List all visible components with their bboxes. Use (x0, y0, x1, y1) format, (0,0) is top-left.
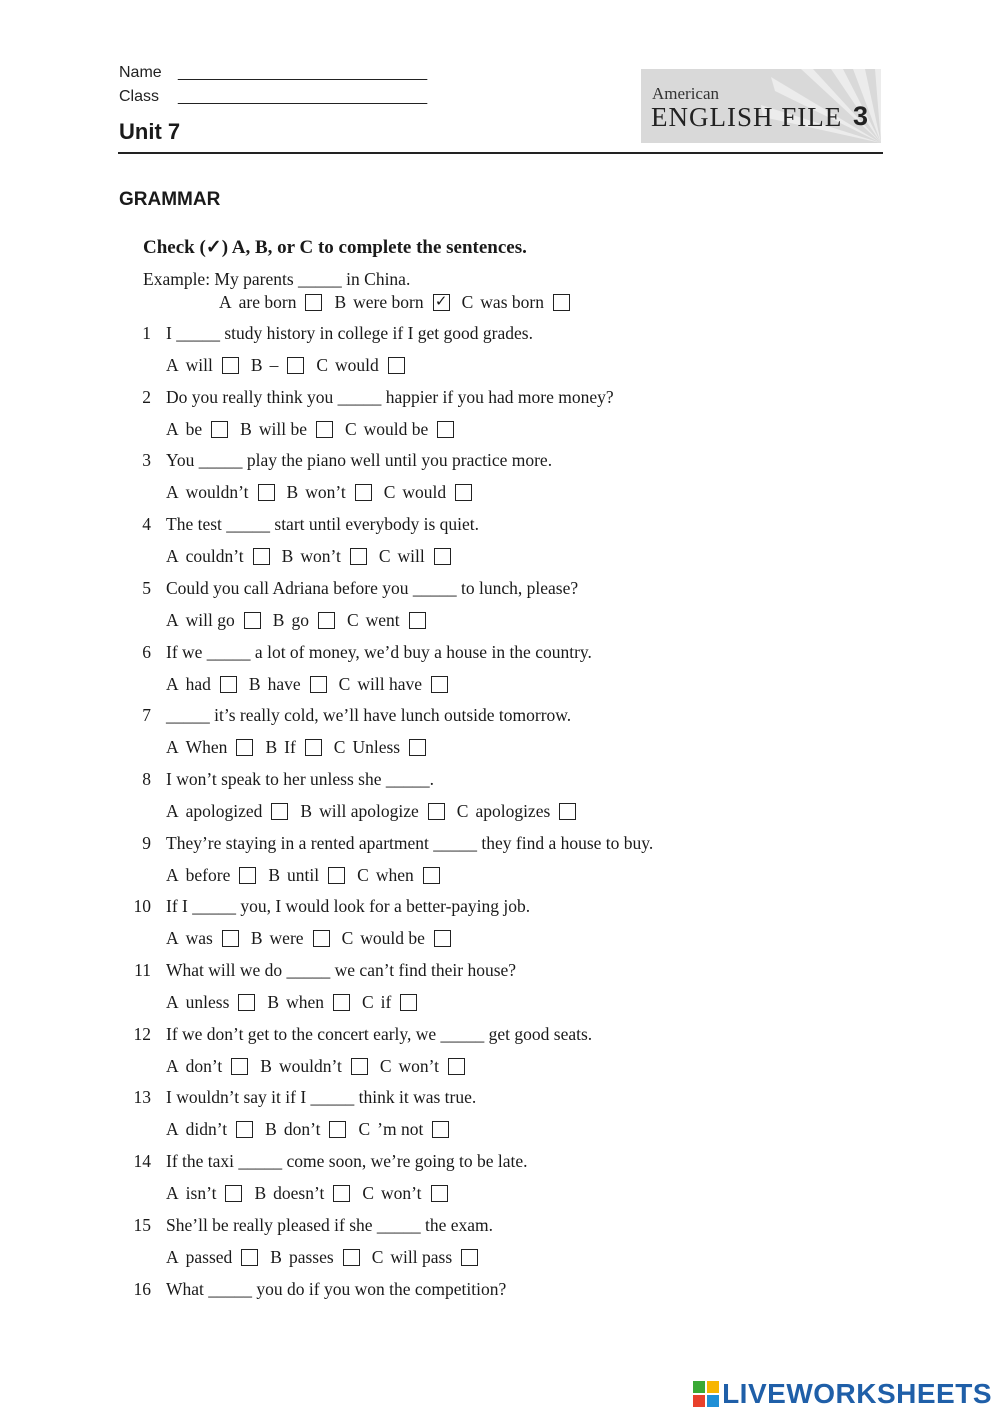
answer-checkbox[interactable] (318, 612, 335, 629)
question-options (166, 800, 588, 822)
answer-checkbox[interactable] (432, 1121, 449, 1138)
answer-checkbox[interactable] (316, 421, 333, 438)
option-text: isn’t (185, 1183, 217, 1203)
option-text: Unless (352, 737, 401, 757)
option-text: would be (363, 419, 429, 439)
answer-option-a[interactable] (166, 1118, 253, 1140)
answer-option-c[interactable] (339, 673, 448, 695)
question-options (166, 736, 438, 758)
answer-checkbox[interactable] (431, 676, 448, 693)
option-letter: A (166, 801, 179, 821)
answer-option-c[interactable] (457, 800, 577, 822)
question-options (166, 545, 463, 567)
option-text: had (185, 674, 211, 694)
answer-checkbox[interactable] (236, 739, 253, 756)
option-text: if (380, 992, 392, 1012)
option-text: will have (357, 674, 422, 694)
class-line[interactable]: ____________________________ (178, 88, 428, 105)
answer-checkbox[interactable] (253, 548, 270, 565)
option-text: was (185, 928, 213, 948)
question-options (166, 673, 460, 695)
answer-option-c[interactable] (380, 1055, 465, 1077)
question-options (166, 991, 429, 1013)
question-text: She’ll be really pleased if she _____ the exam. (166, 1215, 494, 1235)
question-options (166, 418, 466, 440)
option-letter: A (166, 1056, 179, 1076)
answer-option-a[interactable] (166, 1246, 258, 1268)
option-letter: C (461, 292, 474, 312)
answer-option-c[interactable] (372, 1246, 478, 1268)
option-text: wouldn’t (278, 1056, 342, 1076)
question-number: 11 (134, 960, 151, 980)
question-text: I wouldn’t say it if I _____ think it was true. (166, 1087, 477, 1107)
instruction: Check (✓) A, B, or C to complete the sentences. (143, 237, 527, 258)
logo-english-file-text: ENGLISH FILE (651, 102, 843, 132)
option-letter: A (166, 737, 179, 757)
class-label: Class (119, 88, 160, 105)
question-number: 2 (142, 387, 151, 407)
question-number: 14 (133, 1151, 151, 1171)
question-options (166, 1055, 477, 1077)
option-text: apologizes (475, 801, 551, 821)
answer-option-c[interactable] (357, 864, 440, 886)
option-letter: C (358, 1119, 371, 1139)
question-text: What will we do _____ we can’t find their house? (166, 960, 517, 980)
answer-checkbox[interactable] (225, 1185, 242, 1202)
liveworksheets-footer (693, 1378, 992, 1410)
question-text: If we don’t get to the concert early, we _____ get good seats. (166, 1024, 593, 1044)
answer-option-b[interactable] (282, 545, 367, 567)
question-number: 9 (142, 833, 151, 853)
answer-checkbox[interactable] (343, 1249, 360, 1266)
question-number: 7 (142, 705, 151, 725)
answer-checkbox[interactable] (244, 612, 261, 629)
answer-checkbox[interactable] (305, 294, 322, 311)
option-text: couldn’t (185, 546, 244, 566)
answer-checkbox[interactable] (433, 294, 450, 311)
option-letter: C (316, 355, 328, 375)
logo-american-text: American (652, 84, 720, 103)
option-text: when (375, 865, 414, 885)
question-text: I _____ study history in college if I get good grades. (166, 323, 533, 343)
option-text: won’t (398, 1056, 440, 1076)
option-letter: C (456, 801, 469, 821)
answer-checkbox[interactable] (220, 676, 237, 693)
question-options (166, 1182, 460, 1204)
option-text: would (402, 482, 447, 502)
option-letter: A (166, 928, 179, 948)
answer-checkbox[interactable] (287, 357, 304, 374)
logo-square (707, 1395, 719, 1407)
answer-option-c[interactable] (345, 418, 454, 440)
answer-option-b[interactable] (249, 673, 327, 695)
option-text: won’t (300, 546, 341, 566)
answer-option-a[interactable] (166, 736, 253, 758)
question-text: I won’t speak to her unless she _____. (166, 769, 434, 789)
answer-option-b[interactable] (254, 1182, 350, 1204)
option-letter: B (272, 610, 285, 630)
option-letter: A (166, 1183, 179, 1203)
question-number: 13 (133, 1087, 151, 1107)
answer-checkbox[interactable] (333, 994, 350, 1011)
option-letter: A (166, 1247, 179, 1267)
answer-option-a[interactable] (166, 1055, 248, 1077)
option-letter: B (250, 928, 263, 948)
check-mark-icon: ✓ (434, 293, 448, 310)
answer-option-a[interactable] (166, 673, 237, 695)
option-letter: C (344, 419, 357, 439)
liveworksheets-brand: LIVEWORKSHEETS (722, 1378, 992, 1409)
question-text: What _____ you do if you won the competition? (166, 1279, 507, 1299)
option-letter: A (166, 419, 179, 439)
answer-option-b[interactable] (251, 354, 304, 376)
option-letter: B (240, 419, 252, 439)
option-letter: B (260, 1056, 272, 1076)
example-options (219, 291, 582, 313)
logo-square (707, 1381, 719, 1393)
option-letter: C (383, 482, 396, 502)
question-number: 6 (142, 642, 151, 662)
option-letter: B (265, 1119, 277, 1139)
option-letter: B (250, 355, 263, 375)
answer-option-c[interactable] (384, 481, 472, 503)
option-letter: C (333, 737, 346, 757)
question-text: You _____ play the piano well until you practice more. (166, 450, 553, 470)
answer-checkbox[interactable] (431, 1185, 448, 1202)
answer-checkbox[interactable] (305, 739, 322, 756)
option-letter: C (371, 1247, 384, 1267)
american-english-file-logo (641, 69, 881, 143)
answer-option-c[interactable] (347, 609, 426, 631)
answer-option-b[interactable] (300, 800, 444, 822)
answer-option-b[interactable] (251, 927, 330, 949)
answer-checkbox[interactable] (238, 994, 255, 1011)
option-text: until (287, 865, 320, 885)
answer-option-a[interactable] (166, 418, 228, 440)
option-text: will apologize (319, 801, 419, 821)
question-options (166, 354, 417, 376)
option-text: go (291, 610, 309, 630)
question-text: Do you really think you _____ happier if you had more money? (166, 387, 614, 407)
answer-checkbox[interactable] (409, 612, 426, 629)
answer-checkbox[interactable] (423, 867, 440, 884)
answer-option-a[interactable] (166, 1182, 242, 1204)
option-text: would be (360, 928, 425, 948)
answer-checkbox[interactable] (351, 1058, 368, 1075)
option-letter: B (265, 737, 278, 757)
option-text: went (365, 610, 400, 630)
answer-checkbox[interactable] (310, 676, 327, 693)
option-letter: A (166, 674, 179, 694)
section-title: GRAMMAR (119, 189, 221, 210)
answer-option-b[interactable] (334, 291, 449, 313)
answer-option-a[interactable] (166, 991, 255, 1013)
answer-option-b[interactable] (260, 1055, 368, 1077)
answer-checkbox[interactable] (211, 421, 228, 438)
option-letter: A (166, 610, 179, 630)
question-number: 3 (142, 450, 151, 470)
name-label: Name (119, 64, 162, 81)
answer-checkbox[interactable] (461, 1249, 478, 1266)
answer-checkbox[interactable] (241, 1249, 258, 1266)
option-text: When (185, 737, 228, 757)
option-text: when (286, 992, 324, 1012)
option-text: unless (185, 992, 230, 1012)
option-letter: C (346, 610, 359, 630)
question-number: 12 (133, 1024, 151, 1044)
option-letter: C (362, 1183, 375, 1203)
option-letter: C (338, 674, 351, 694)
question-number: 1 (142, 323, 151, 343)
option-text: will be (258, 419, 307, 439)
option-text: be (185, 419, 203, 439)
option-text: If (284, 737, 296, 757)
option-letter: B (286, 482, 299, 502)
answer-checkbox[interactable] (222, 930, 239, 947)
question-text: Could you call Adriana before you _____ to lunch, please? (166, 578, 579, 598)
option-letter: A (166, 1119, 179, 1139)
answer-option-b[interactable] (270, 1246, 359, 1268)
answer-option-c[interactable] (342, 927, 451, 949)
answer-checkbox[interactable] (329, 1121, 346, 1138)
option-text: would (335, 355, 379, 375)
answer-option-b[interactable] (265, 736, 321, 758)
option-text: didn’t (185, 1119, 228, 1139)
option-text: ’m not (377, 1119, 424, 1139)
option-text: passes (288, 1247, 334, 1267)
answer-checkbox[interactable] (400, 994, 417, 1011)
option-text: don’t (185, 1056, 223, 1076)
option-letter: A (219, 292, 232, 312)
question-text: They’re staying in a rented apartment _____ they find a house to buy. (166, 833, 654, 853)
answer-option-b[interactable] (287, 481, 372, 503)
option-text: won’t (381, 1183, 422, 1203)
answer-option-c[interactable] (316, 354, 404, 376)
answer-option-a[interactable] (166, 354, 239, 376)
answer-checkbox[interactable] (409, 739, 426, 756)
option-letter: A (166, 546, 179, 566)
answer-option-c[interactable] (379, 545, 451, 567)
option-text: will go (185, 610, 235, 630)
question-options (166, 1246, 490, 1268)
answer-checkbox[interactable] (313, 930, 330, 947)
question-options (166, 864, 452, 886)
answer-checkbox[interactable] (434, 548, 451, 565)
header-divider (118, 152, 883, 154)
logo-level-number: 3 (853, 101, 869, 131)
option-letter: C (361, 992, 374, 1012)
answer-checkbox[interactable] (350, 548, 367, 565)
question-number: 4 (142, 514, 151, 534)
answer-option-a[interactable] (166, 800, 288, 822)
option-text: won’t (305, 482, 346, 502)
answer-checkbox[interactable] (434, 930, 451, 947)
option-letter: C (378, 546, 391, 566)
option-letter: A (166, 992, 179, 1012)
answer-checkbox[interactable] (388, 357, 405, 374)
option-text: wouldn’t (185, 482, 249, 502)
liveworksheets-logo-icon (693, 1381, 719, 1407)
option-text: apologized (185, 801, 263, 821)
answer-checkbox[interactable] (333, 1185, 350, 1202)
answer-option-a[interactable] (166, 609, 261, 631)
question-options (166, 481, 484, 503)
option-text: will (397, 546, 425, 566)
question-text: If we _____ a lot of money, we’d buy a house in the country. (166, 642, 592, 662)
answer-option-a[interactable] (166, 927, 239, 949)
option-letter: A (166, 865, 179, 885)
question-number: 15 (133, 1215, 151, 1235)
answer-option-b[interactable] (267, 991, 350, 1013)
question-options (166, 609, 438, 631)
question-text: The test _____ start until everybody is quiet. (166, 514, 480, 534)
answer-option-b[interactable] (273, 609, 335, 631)
answer-checkbox[interactable] (559, 803, 576, 820)
option-text: are born (238, 292, 297, 312)
question-options (166, 927, 463, 949)
answer-checkbox[interactable] (328, 867, 345, 884)
option-letter: B (254, 1183, 267, 1203)
option-text: don’t (283, 1119, 321, 1139)
option-text: was born (480, 292, 544, 312)
option-letter: A (166, 355, 179, 375)
question-number: 10 (133, 896, 151, 916)
option-text: have (267, 674, 301, 694)
answer-option-a[interactable] (166, 481, 275, 503)
question-number: 8 (142, 769, 151, 789)
option-text: – (269, 355, 279, 375)
option-text: were born (353, 292, 424, 312)
question-text: If I _____ you, I would look for a better-paying job. (166, 896, 531, 916)
option-letter: B (334, 292, 347, 312)
answer-option-c[interactable] (362, 1182, 447, 1204)
answer-option-c[interactable] (362, 991, 417, 1013)
answer-option-b[interactable] (265, 1118, 346, 1140)
option-text: will pass (390, 1247, 453, 1267)
option-letter: C (341, 928, 354, 948)
option-text: doesn’t (273, 1183, 325, 1203)
answer-checkbox[interactable] (448, 1058, 465, 1075)
answer-option-c[interactable] (334, 736, 426, 758)
answer-checkbox[interactable] (239, 867, 256, 884)
answer-checkbox[interactable] (553, 294, 570, 311)
question-options (166, 1118, 461, 1140)
question-text: If the taxi _____ come soon, we’re going to be late. (166, 1151, 528, 1171)
answer-checkbox[interactable] (231, 1058, 248, 1075)
answer-option-a[interactable] (166, 864, 256, 886)
option-text: will (185, 355, 213, 375)
answer-checkbox[interactable] (222, 357, 239, 374)
answer-checkbox[interactable] (236, 1121, 253, 1138)
answer-option-b[interactable] (268, 864, 345, 886)
option-text: before (185, 865, 231, 885)
option-letter: B (268, 865, 281, 885)
answer-checkbox[interactable] (437, 421, 454, 438)
answer-option-c[interactable] (462, 291, 570, 313)
example-sentence: Example: My parents _____ in China. (143, 269, 411, 289)
answer-checkbox[interactable] (271, 803, 288, 820)
option-text: were (269, 928, 304, 948)
answer-checkbox[interactable] (428, 803, 445, 820)
logo-square (693, 1381, 705, 1393)
option-text: passed (185, 1247, 233, 1267)
option-letter: C (379, 1056, 392, 1076)
logo-square (693, 1395, 705, 1407)
option-letter: B (300, 801, 313, 821)
option-letter: B (248, 674, 261, 694)
option-letter: B (281, 546, 294, 566)
question-text: _____ it’s really cold, we’ll have lunch outside tomorrow. (166, 705, 572, 725)
option-letter: A (166, 482, 179, 502)
answer-checkbox[interactable] (355, 484, 372, 501)
name-line[interactable]: ____________________________ (178, 64, 428, 81)
answer-checkbox[interactable] (455, 484, 472, 501)
answer-option-c[interactable] (358, 1118, 449, 1140)
question-number: 5 (142, 578, 151, 598)
answer-option-a[interactable] (166, 545, 270, 567)
option-letter: B (270, 1247, 282, 1267)
answer-option-a[interactable] (219, 291, 322, 313)
answer-option-b[interactable] (240, 418, 333, 440)
question-number: 16 (133, 1279, 151, 1299)
option-letter: B (267, 992, 280, 1012)
unit-title: Unit 7 (119, 119, 181, 144)
option-letter: C (357, 865, 369, 885)
answer-checkbox[interactable] (258, 484, 275, 501)
